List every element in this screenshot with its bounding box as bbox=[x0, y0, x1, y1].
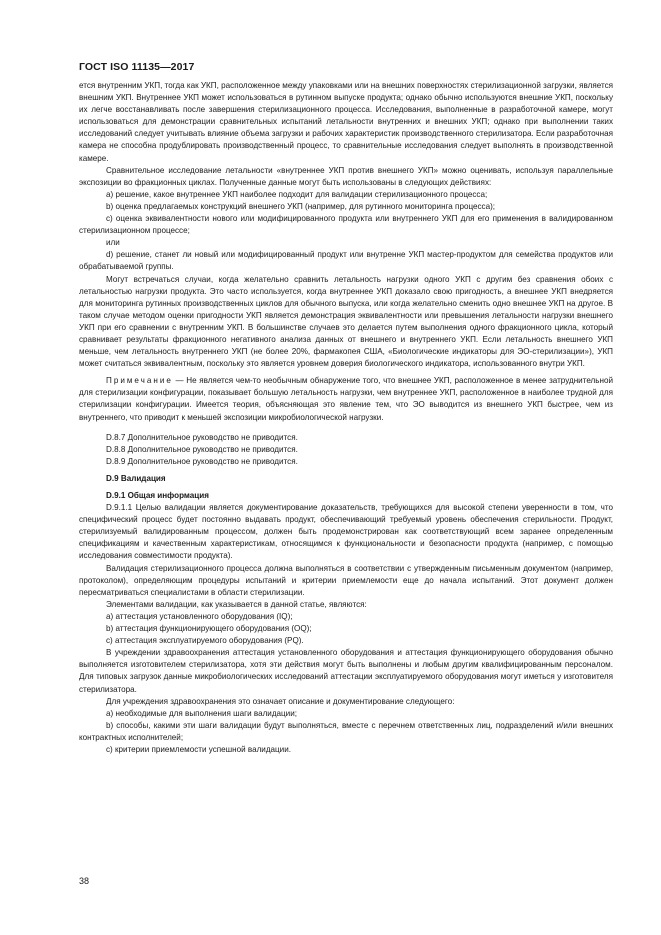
clause-d87: D.8.7 Дополнительное руководство не приводится. bbox=[106, 432, 298, 442]
list-item: с) критерии приемлемости успешной валидации. bbox=[106, 744, 291, 754]
paragraph: ется внутренним УКП, тогда как УКП, расположенное между упаковками или на внешних поверхностях стерилизационной загрузки, является внешним УКП. Внутреннее УКП может использоваться в рутинном выпуске продукта; однако обычно используются внешние УКП, поскольку их легче восстанавливать после завершения стерилизационного процесса. Исследования, выполненные в разработочной камере, могут использоваться для демонстрации сравнительных испытаний летальности внутренних и внешних УКП; однако при выполнении таких исследований следует учитывать влияние объема загрузки и рабочих характеристик производственного стерилизатора. Если разработочная камера не способна продублировать производственный процесс, то сравнительные исследования следует выполнять в производственной камере. bbox=[79, 81, 613, 163]
note-text: — Не является чем-то необычным обнаружение того, что внешнее УКП, расположенное в менее затруднительной для стерилизации конфигурации, показывает большую летальность нагрузки, чем внутреннее УКП, расположенное в наиболее трудной для стерилизации конфигурации. Имеется теория, объясняющая это явление тем, что ЭО выводится из внешнего УКП быстрее, чем из внутреннего, что приводит к меньшей экспозиции микробиологической нагрузки. bbox=[79, 376, 613, 422]
page-content bbox=[79, 80, 613, 756]
subsection-heading: D.9.1 Общая информация bbox=[106, 491, 209, 500]
list-item: b) аттестация функционирующего оборудования (OQ); bbox=[106, 624, 312, 634]
clause-d88: D.8.8 Дополнительное руководство не приводится. bbox=[106, 444, 298, 454]
list-item: b) оценка предлагаемых конструкций внешнего УКП (например, для рутинного мониторинга процесса); bbox=[106, 201, 496, 211]
paragraph: Элементами валидации, как указывается в данной статье, являются: bbox=[106, 599, 367, 609]
list-item: b) способы, какими эти шаги валидации будут выполняться, вместе с перечнем ответственных лиц, подразделений и/или внешних контрактных исполнителей; bbox=[79, 720, 613, 742]
list-item: а) решение, какое внутреннее УКП наиболее подходит для валидации стерилизационного процесса; bbox=[106, 189, 488, 199]
list-item: а) аттестация установленного оборудования (IQ); bbox=[106, 611, 293, 621]
list-connector: или bbox=[106, 238, 120, 248]
paragraph: D.9.1.1 Целью валидации является документирование доказательств, требующихся для высокой степени уверенности в том, что специфический процесс будет постоянно выдавать продукт, обеспечивающий требуемый уровень обеспечения стерильности. Продукт, стерилизуемый валидированным процессом, должен быть продемонстрирован как соответствующий всем заранее определенным спецификациям и качественным характеристикам, относящимся к функциональности и безопасности продукта (например, с помощью исследования совместимости продукта). bbox=[79, 503, 613, 561]
list-item: с) аттестация эксплуатируемого оборудования (PQ). bbox=[106, 636, 304, 646]
paragraph: Сравнительное исследование летальности «внутреннее УКП против внешнего УКП» можно оценивать, используя параллельные экспозиции во фракционных циклах. Полученные данные могут быть использованы в следующих действиях: bbox=[79, 165, 613, 187]
paragraph: Могут встречаться случаи, когда желательно сравнить летальность нагрузки одного УКП с другим без сравнения обоих с летальностью нагрузки продукта. Это часто используется, когда внутреннее УКП доказало свою пригодность, а внешнее УКП внедряется для мониторинга рутинных производственных циклов для обычного выпуска, или когда желательно сменить одно внешнее УКП на другое. В таком случае методом оценки пригодности УКП является демонстрация эквивалентности или превышения летальности нагрузки внешнего УКП при его сравнении с внутренним УКП. В большинстве случаев это делается путем выполнения одного фракционного цикла, который сравнивает результаты фракционного негативного анализа данных от внешнего и внутреннего УКП. Если летальность внешнего УКП меньше, чем летальность внутреннего УКП (не более 20%, фармакопея США, «Биологические индикаторы для ЭО-стерилизации»), УКП может считаться эквивалентным, поскольку это является уровнем доверия биологического индикатора, использованного внутри УКП. bbox=[79, 274, 613, 369]
document-header: ГОСТ ISO 11135—2017 bbox=[79, 61, 195, 73]
note bbox=[79, 375, 613, 423]
paragraph: В учреждении здравоохранения аттестация установленного оборудования и аттестация функционирующего оборудования обычно выполняется изготовителем стерилизатора, хотя эти действия могут быть выполнены и любым другим квалифицированным персоналом. Для типовых загрузок данные микробиологических исследований аттестации эксплуатируемого оборудования могут иметься у изготовителя стерилизатора. bbox=[79, 648, 613, 694]
list-item: а) необходимые для выполнения шаги валидации; bbox=[106, 708, 297, 718]
spacer bbox=[79, 424, 613, 432]
paragraph: Для учреждения здравоохранения это означает описание и документирование следующего: bbox=[106, 696, 455, 706]
paragraph: Валидация стерилизационного процесса должна выполняться в соответствии с утвержденным письменным документом (например, протоколом), определяющим процедуры испытаний и критерии приемлемости еще до начала испытаний. Этот документ должен пересматриваться специалистами в области стерилизации. bbox=[79, 563, 613, 597]
list-item: d) решение, станет ли новый или модифицированный продукт или внутренне УКП мастер-продуктом для семейства продуктов или обрабатываемой группы. bbox=[79, 250, 613, 272]
page-number: 38 bbox=[79, 876, 90, 886]
list-item: с) оценка эквивалентности нового или модифицированного продукта или внутреннего УКП для его применения в валидированном стерилизационном процессе; bbox=[79, 214, 613, 236]
section-heading: D.9 Валидация bbox=[106, 473, 166, 483]
clause-d89: D.8.9 Дополнительное руководство не приводится. bbox=[106, 456, 298, 466]
note-label: Примечание bbox=[106, 376, 173, 386]
